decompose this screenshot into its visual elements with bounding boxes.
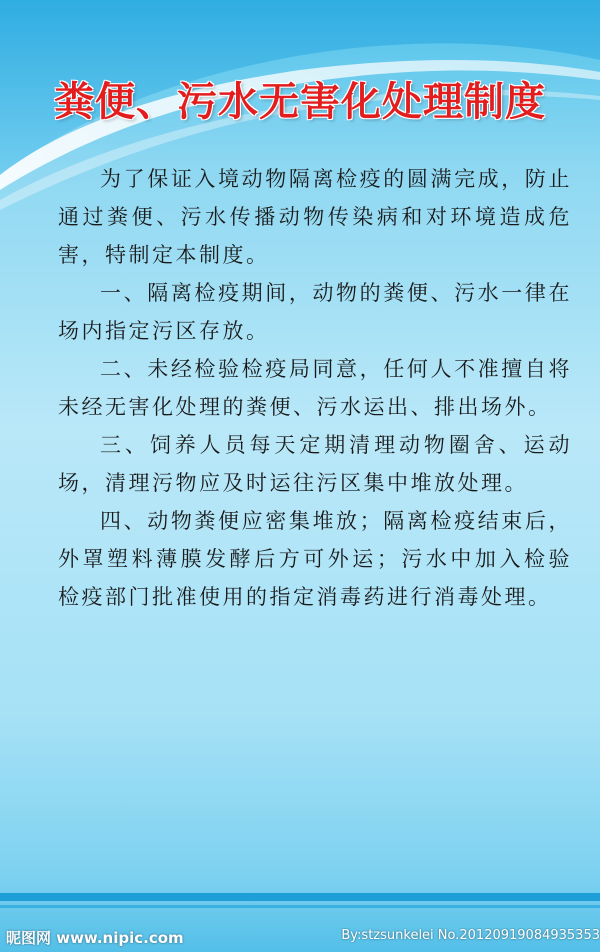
watermark-footer (0, 918, 600, 952)
bottom-stripe (0, 893, 600, 901)
bottom-stripe-thin (0, 905, 600, 908)
regulation-body (58, 160, 572, 616)
paragraph-intro: 为了保证入境动物隔离检疫的圆满完成，防止通过粪便、污水传播动物传染病和对环境造成危害，特制定本制度。 (58, 167, 572, 267)
paragraph-item-4: 四、动物粪便应密集堆放；隔离检疫结束后，外罩塑料薄膜发酵后方可外运；污水中加入检验检疫部门批准使用的指定消毒药进行消毒处理。 (58, 509, 572, 609)
page-title: 粪便、污水无害化处理制度 (54, 78, 546, 125)
paragraph-item-1: 一、隔离检疫期间，动物的粪便、污水一律在场内指定污区存放。 (58, 281, 572, 343)
watermark-id: By:stzsunkelei No.20120919084935353 (341, 928, 600, 943)
paragraph-item-3: 三、饲养人员每天定期清理动物圈舍、运动场，清理污物应及时运往污区集中堆放处理。 (58, 433, 572, 495)
paragraph-item-2: 二、未经检验检疫局同意，任何人不准擅自将未经无害化处理的粪便、污水运出、排出场外。 (58, 357, 572, 419)
watermark-site: 昵图网 www.nipic.com (6, 929, 184, 947)
